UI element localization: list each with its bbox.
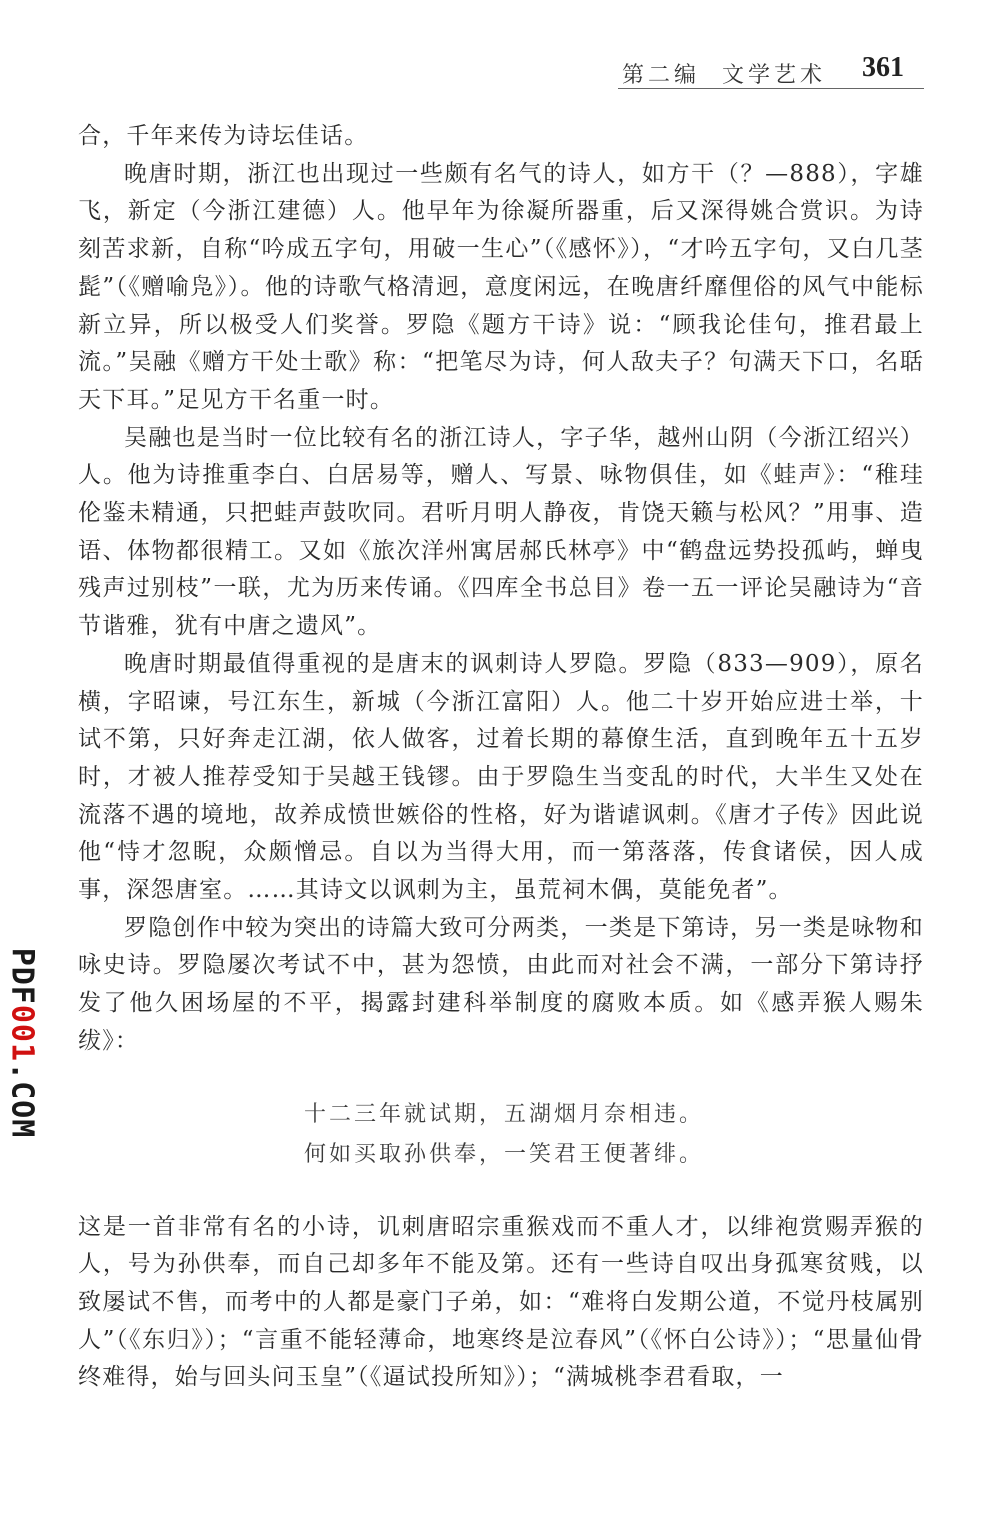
watermark-part-com: .COM xyxy=(4,1062,40,1139)
poem-block xyxy=(78,1095,924,1175)
paragraph-luo-yin-works: 罗隐创作中较为突出的诗篇大致可分两类，一类是下第诗，另一类是咏物和咏史诗。罗隐屡次考试不中，甚为怨愤，由此而对社会不满，一部分下第诗抒发了他久困场屋的不平，揭露封建科举制度的腐败本质。如《感弄猴人赐朱绂》： xyxy=(78,914,924,1054)
watermark-part-001: 001 xyxy=(4,1004,40,1063)
paragraph-continuation: 合，千年来传为诗坛佳话。 xyxy=(78,123,369,149)
watermark-part-pdf: PDF xyxy=(4,947,40,1005)
paragraph-fang-gan: 晚唐时期，浙江也出现过一些颇有名气的诗人，如方干（？—888），字雄飞，新定（今浙江建德）人。他早年为徐凝所器重，后又深得姚合赏识。为诗刻苦求新，自称“吟成五字句，用破一生心”（《感怀》），“才吟五字句，又白几茎髭”（《赠喻凫》）。他的诗歌气格清迥，意度闲远，在晚唐纤靡俚俗的风气中能标新立异，所以极受人们奖誉。罗隐《题方干诗》说：“顾我论佳句，推君最上流。”吴融《赠方干处士歌》称：“把笔尽为诗，何人敌夫子？句满天下口，名聒天下耳。”足见方干名重一时。 xyxy=(78,160,924,413)
section-title: 第二编 文学艺术 xyxy=(622,63,826,88)
page-body xyxy=(78,118,924,1397)
paragraph-wu-rong: 吴融也是当时一位比较有名的浙江诗人，字子华，越州山阴（今浙江绍兴）人。他为诗推重李白、白居易等，赠人、写景、咏物俱佳，如《蛙声》：“稚珪伦鉴未精通，只把蛙声鼓吹同。君听月明人静夜，肯饶天籁与松风？”用事、造语、体物都很精工。又如《旅次洋州寓居郝氏林亭》中“鹤盘远势投孤屿，蝉曳残声过别枝”一联，尤为历来传诵。《四库全书总目》卷一五一评论吴融诗为“音节谐雅，犹有中唐之遗风”。 xyxy=(78,424,924,640)
poem-line-1: 十二三年就试期，五湖烟月奈相违。 xyxy=(304,1101,705,1127)
running-header xyxy=(618,52,924,89)
poem-line-2: 何如买取孙供奉，一笑君王便著绯。 xyxy=(304,1141,705,1167)
page-number: 361 xyxy=(862,52,904,83)
paragraph-luo-yin: 晚唐时期最值得重视的是唐末的讽刺诗人罗隐。罗隐（833—909），原名横，字昭谏，号江东生，新城（今浙江富阳）人。他二十岁开始应进士举，十试不第，只好奔走江湖，依人做客，过着长期的幕僚生活，直到晚年五十五岁时，才被人推荐受知于吴越王钱镠。由于罗隐生当变乱的时代，大半生又处在流落不遇的境地，故养成愤世嫉俗的性格，好为谐谑讽刺。《唐才子传》因此说他“恃才忽睨，众颇憎忌。自以为当得大用，而一第落落，传食诸侯，因人成事，深怨唐室。……其诗文以讽刺为主，虽荒祠木偶，莫能免者”。 xyxy=(78,650,924,904)
watermark xyxy=(4,948,40,1138)
paragraph-closing: 这是一首非常有名的小诗，讥刺唐昭宗重猴戏而不重人才，以绯袍赏赐弄猴的人，号为孙供奉，而自己却多年不能及第。还有一些诗自叹出身孤寒贫贱，以致屡试不售，而考中的人都是豪门子弟，如：“难将白发期公道，不觉丹枝属别人”（《东归》）；“言重不能轻薄命，地寒终是泣春风”（《怀白公诗》）；“思量仙骨终难得，始与回头问玉皇”（《逼试投所知》）；“满城桃李君看取，一 xyxy=(78,1213,924,1391)
